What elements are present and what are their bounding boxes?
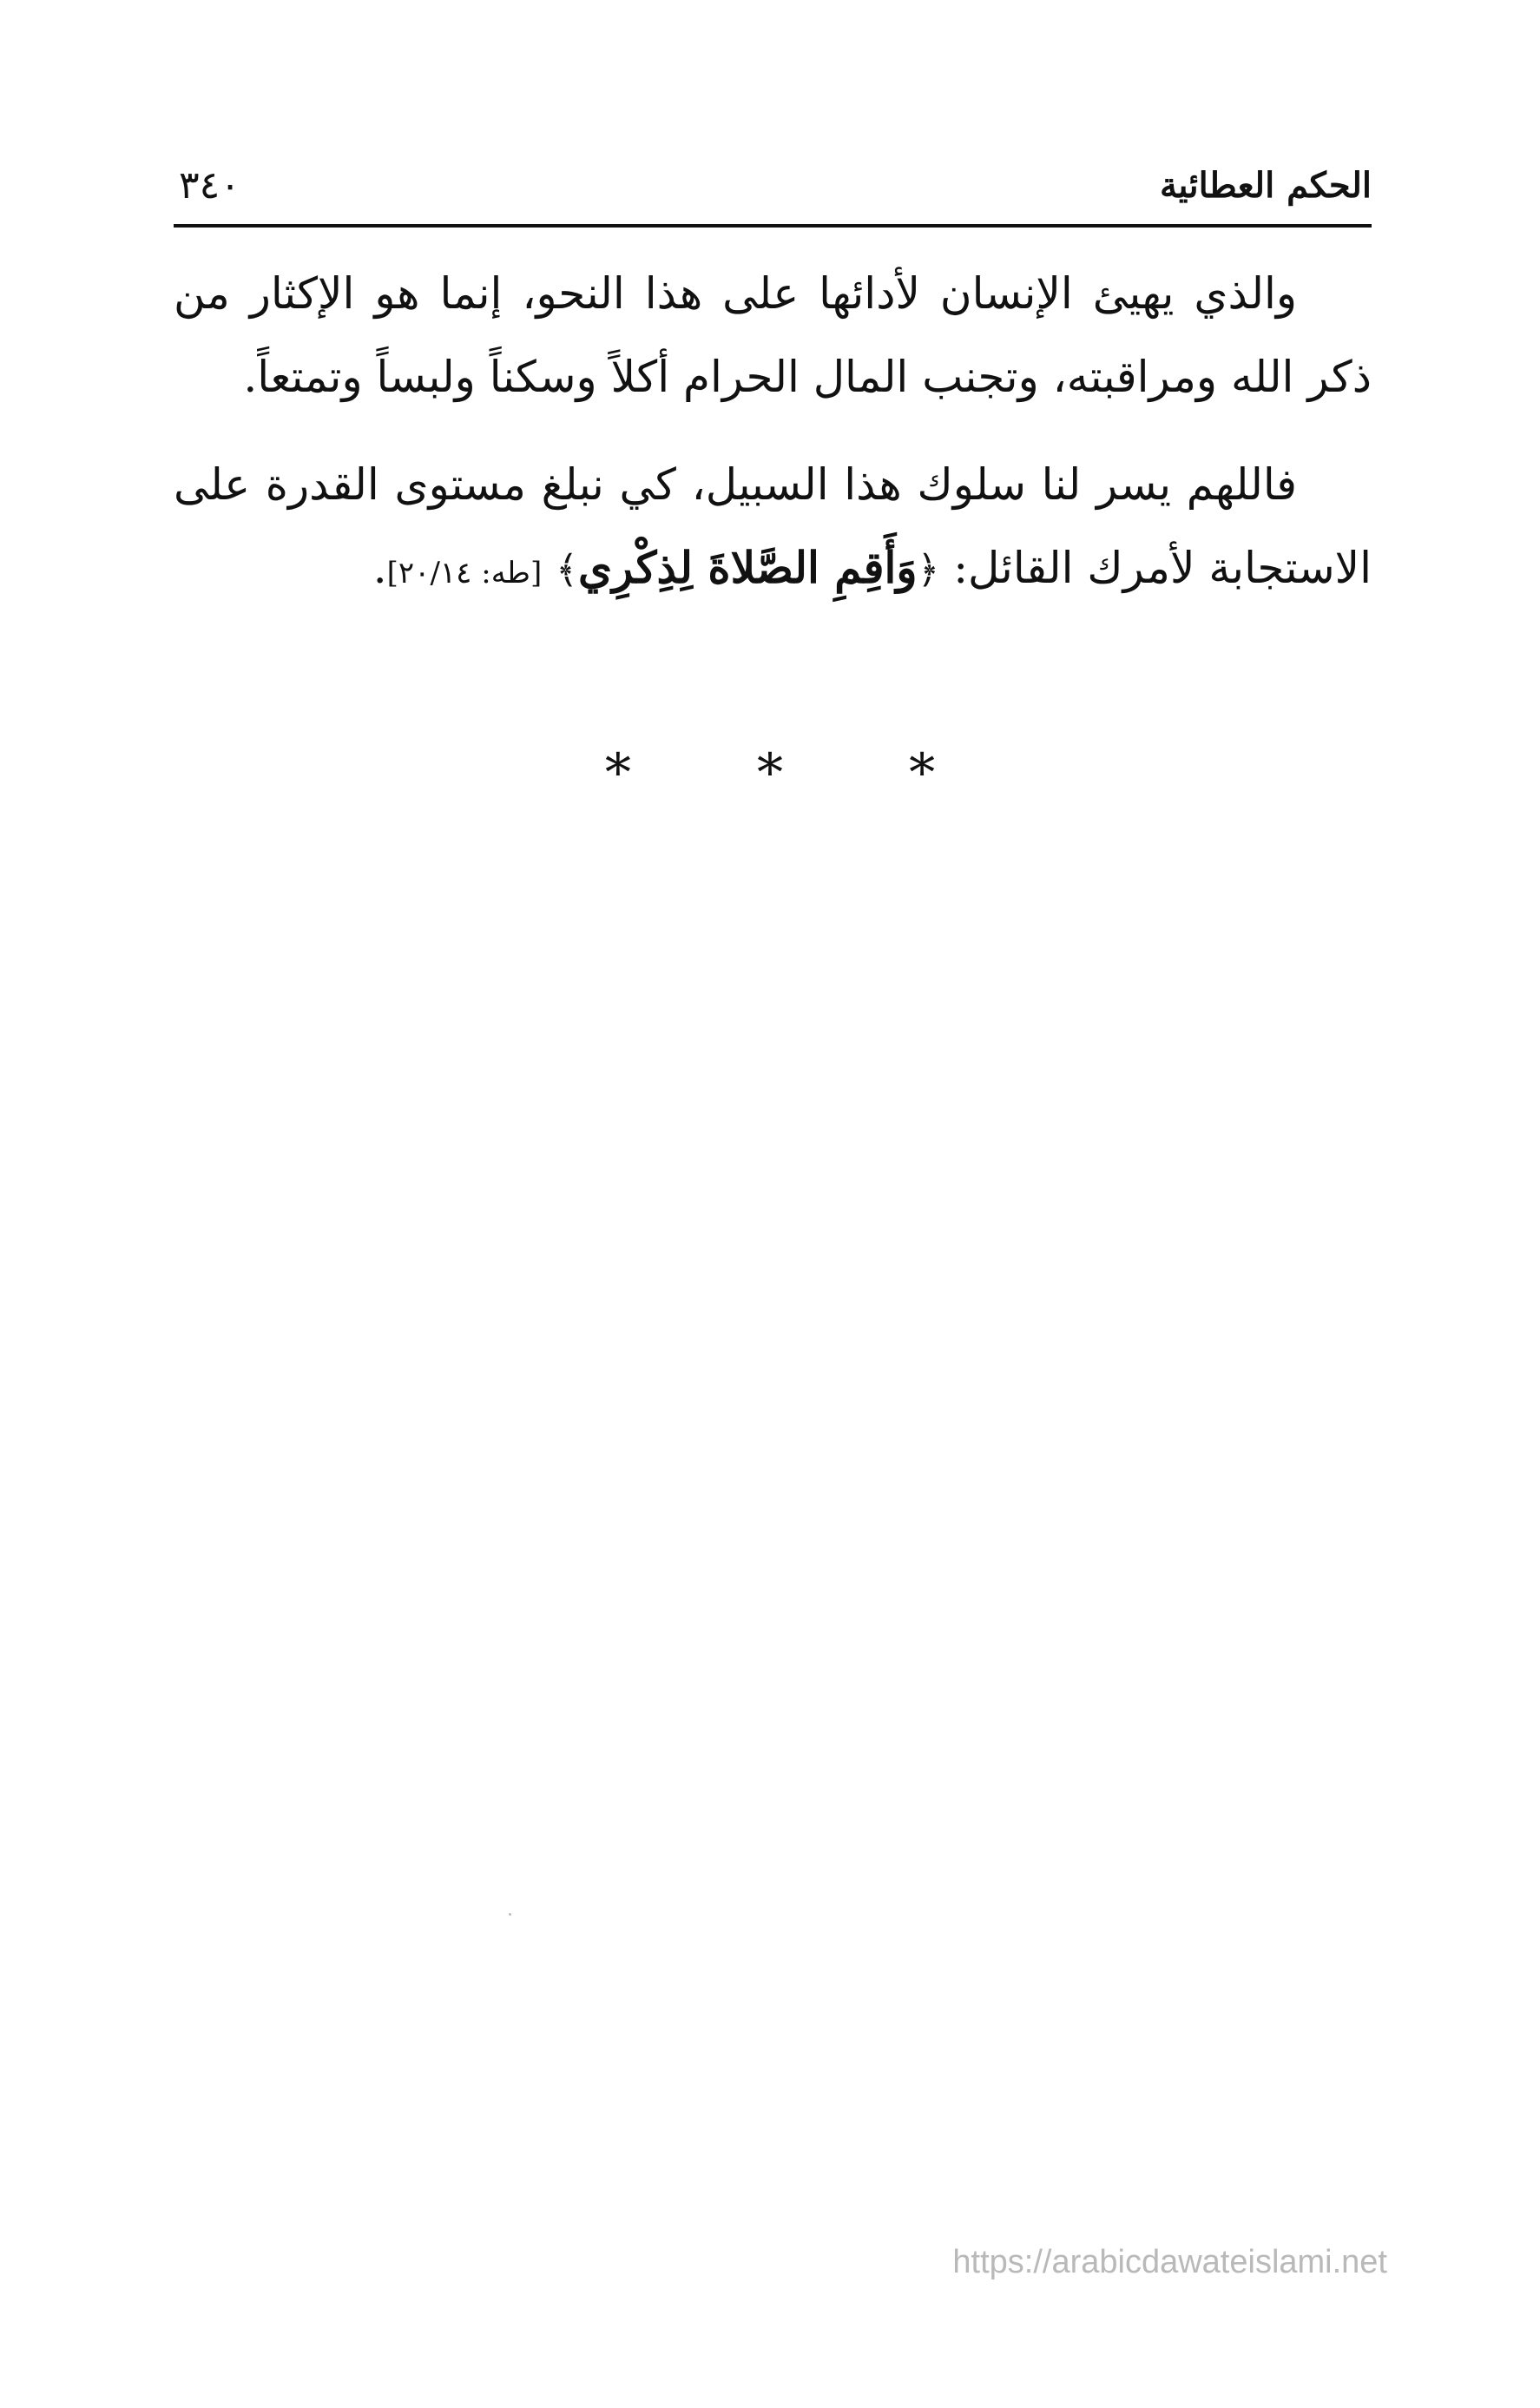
quote-open-bracket: ﴿: [917, 548, 940, 592]
running-title: الحكم العطائية: [1159, 165, 1372, 206]
paragraph-1: والذي يهيئ الإنسان لأدائها على هذا النحو، إنما هو الإكثار من ذكر الله ومراقبته، وتجنب المال الحرام أكلاً وسكناً ولبساً وتمتعاً.: [174, 268, 1372, 402]
paragraph-2: [174, 443, 1372, 615]
text-body: [174, 252, 1372, 639]
paragraph-2-intro: فاللهم يسر لنا سلوك هذا السبيل، كي نبلغ مستوى القدرة على الاستجابة لأمرك القائل:: [174, 459, 1372, 593]
page-header: [174, 149, 1372, 228]
separator-star-icon: *: [757, 742, 783, 803]
separator-star-icon: *: [909, 742, 936, 803]
watermark-url: https://arabicdawateislami.net: [952, 2244, 1387, 2280]
end-mark: .: [372, 543, 387, 593]
separator-star-icon: *: [604, 742, 631, 803]
verse-citation: [طه: ٢٠/١٤]: [386, 556, 543, 590]
quran-verse: وَأَقِمِ الصَّلاةَ لِذِكْرِي: [577, 542, 918, 593]
section-separator: [0, 738, 1540, 808]
quote-close-bracket: ﴾: [556, 548, 578, 592]
scan-speck: [509, 1913, 511, 1916]
page-number: ٣٤٠: [179, 163, 240, 208]
